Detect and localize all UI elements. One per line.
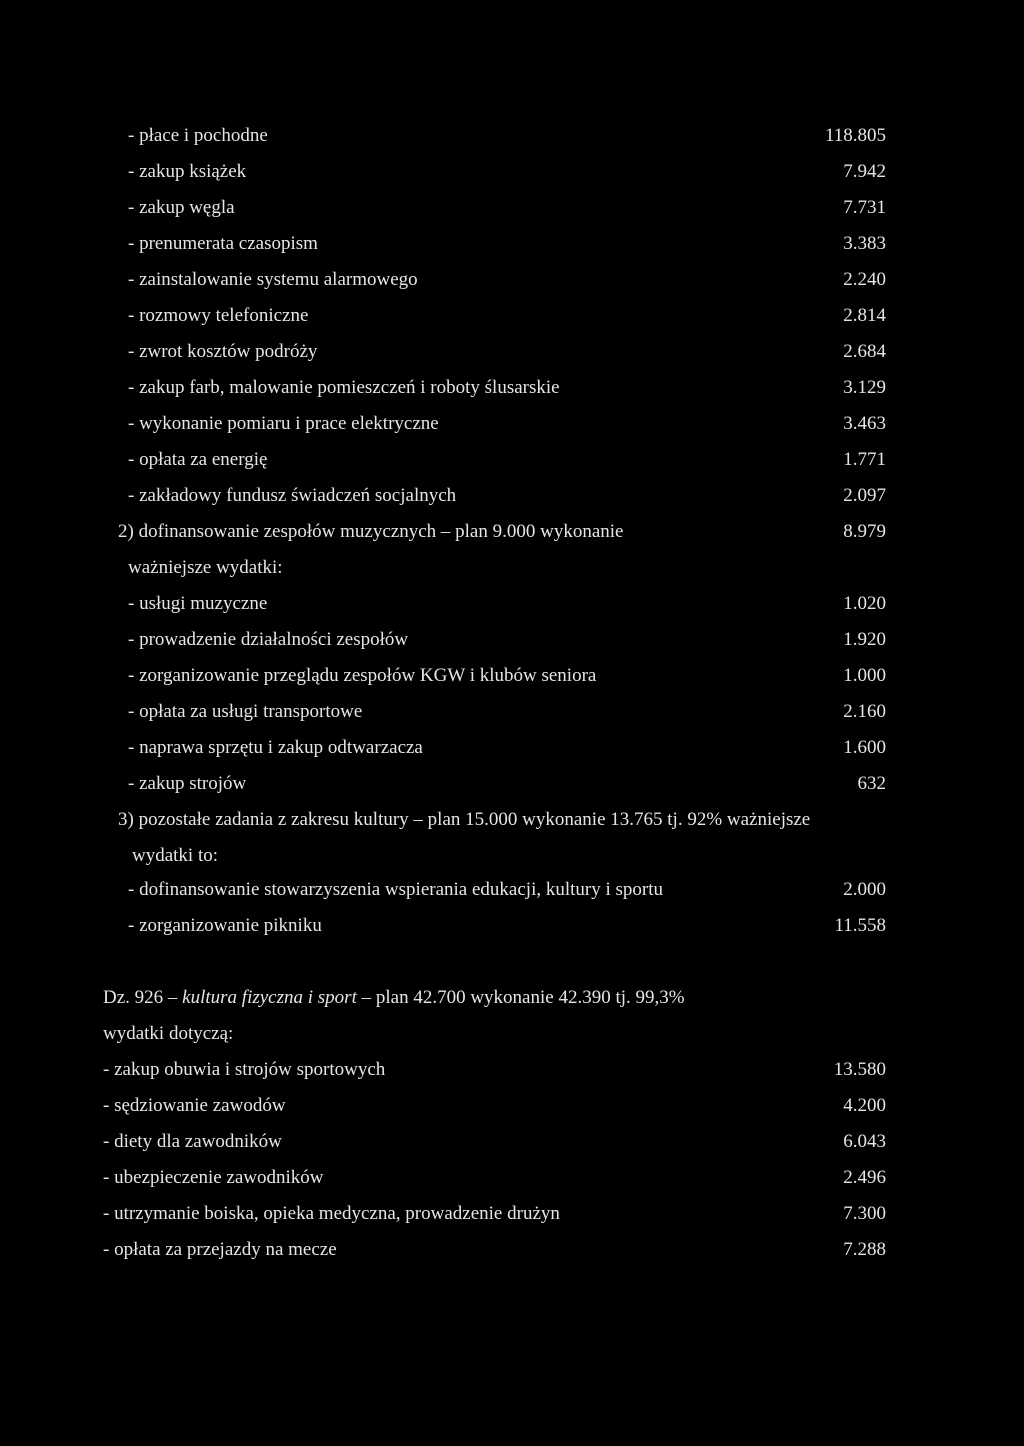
list-item [103,1165,886,1191]
item-label: - wykonanie pomiaru i prace elektryczne [128,413,439,434]
list-item [128,159,886,185]
section3-heading: 3) pozostałe zadania z zakresu kultury – plan 15.000 wykonanie 13.765 tj. 92% ważniejsze [118,809,811,830]
item-amount: 1.771 [843,449,886,470]
list-item [128,735,886,761]
list-item [128,913,886,939]
item-amount: 4.200 [843,1095,886,1116]
item-amount: 6.043 [843,1131,886,1152]
item-amount: 3.129 [843,377,886,398]
item-label: - zakup farb, malowanie pomieszczeń i roboty ślusarskie [128,377,560,398]
item-label: - rozmowy telefoniczne [128,305,309,326]
item-amount: 3.463 [843,413,886,434]
item-amount: 1.000 [843,665,886,686]
item-amount: 2.000 [843,879,886,900]
item-label: - zainstalowanie systemu alarmowego [128,269,418,290]
item-label: - opłata za usługi transportowe [128,701,363,722]
item-label: - naprawa sprzętu i zakup odtwarzacza [128,737,423,758]
list-item [128,591,886,617]
item-amount: 1.020 [843,593,886,614]
list-item [128,627,886,653]
item-amount: 7.288 [843,1239,886,1260]
section2-heading-amount: 8.979 [843,521,886,542]
list-item [128,339,886,365]
item-label: - zakup książek [128,161,247,182]
item-label: - zakładowy fundusz świadczeń socjalnych [128,485,457,506]
item-amount: 11.558 [834,915,886,936]
list-item [103,1237,886,1263]
item-amount: 2.684 [843,341,886,362]
list-item [128,231,886,257]
item-amount: 1.600 [843,737,886,758]
item-amount: 632 [857,773,886,794]
dz926-suffix: – plan 42.700 wykonanie 42.390 tj. 99,3% [356,987,685,1008]
item-label: - opłata za przejazdy na mecze [103,1239,337,1260]
dz926-title: kultura fizyczna i sport [182,987,357,1008]
section3-heading-continuation: wydatki to: [132,845,219,866]
item-amount: 2.496 [843,1167,886,1188]
list-item [103,1129,886,1155]
section2-heading [118,519,886,545]
item-label: - dofinansowanie stowarzyszenia wspierania edukacji, kultury i sportu [128,879,664,900]
list-item [128,663,886,689]
item-label: - prowadzenie działalności zespołów [128,629,409,650]
list-item [128,303,886,329]
list-item [128,699,886,725]
item-amount: 3.383 [843,233,886,254]
section2-heading-text: 2) dofinansowanie zespołów muzycznych – plan 9.000 wykonanie [118,521,624,542]
dz926-prefix: Dz. 926 – [103,987,183,1008]
item-label: - zakup strojów [128,773,247,794]
item-label: - zorganizowanie pikniku [128,915,322,936]
item-amount: 7.731 [843,197,886,218]
list-item [128,375,886,401]
list-item [128,483,886,509]
item-label: - płace i pochodne [128,125,268,146]
list-item [128,771,886,797]
item-label: - zwrot kosztów podróży [128,341,318,362]
list-item [103,1201,886,1227]
list-item [103,1057,886,1083]
list-item [128,447,886,473]
item-amount: 2.814 [843,305,886,326]
list-item [128,195,886,221]
item-label: - opłata za energię [128,449,268,470]
item-amount: 2.097 [843,485,886,506]
item-amount: 7.942 [843,161,886,182]
section2-subheading: ważniejsze wydatki: [128,557,283,578]
item-amount: 118.805 [824,125,886,146]
list-item [103,1093,886,1119]
item-label: - prenumerata czasopism [128,233,318,254]
list-item [128,877,886,903]
item-label: - diety dla zawodników [103,1131,282,1152]
item-amount: 2.240 [843,269,886,290]
list-item [128,411,886,437]
item-label: - sędziowanie zawodów [103,1095,286,1116]
item-label: - utrzymanie boiska, opieka medyczna, prowadzenie drużyn [103,1203,560,1224]
item-amount: 13.580 [833,1059,886,1080]
list-item [128,267,886,293]
item-amount: 2.160 [843,701,886,722]
list-item [128,123,886,149]
dz926-subheading: wydatki dotyczą: [103,1023,234,1044]
item-label: - zorganizowanie przeglądu zespołów KGW i klubów seniora [128,665,597,686]
dz926-heading [103,985,685,1011]
item-label: - zakup obuwia i strojów sportowych [103,1059,386,1080]
item-label: - zakup węgla [128,197,235,218]
item-amount: 1.920 [843,629,886,650]
item-label: - usługi muzyczne [128,593,268,614]
item-amount: 7.300 [843,1203,886,1224]
item-label: - ubezpieczenie zawodników [103,1167,324,1188]
